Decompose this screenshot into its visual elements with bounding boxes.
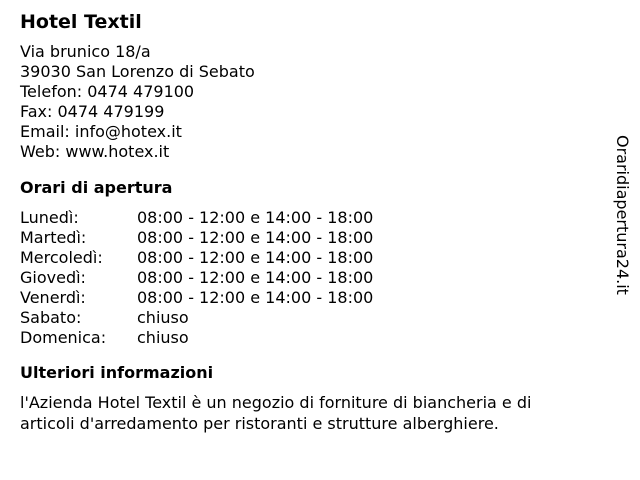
further-info-heading: Ulteriori informazioni bbox=[20, 363, 214, 382]
hours-time: 08:00 - 12:00 e 14:00 - 18:00 bbox=[137, 248, 374, 267]
hours-row-monday bbox=[20, 208, 600, 228]
opening-hours-table bbox=[20, 208, 600, 348]
hours-day: Lunedì: bbox=[20, 208, 79, 227]
hours-day: Venerdì: bbox=[20, 288, 86, 307]
email-address: Email: info@hotex.it bbox=[20, 122, 182, 141]
hours-row-friday bbox=[20, 288, 600, 308]
opening-hours-heading: Orari di apertura bbox=[20, 178, 173, 197]
hours-day: Giovedì: bbox=[20, 268, 86, 287]
hours-day: Domenica: bbox=[20, 328, 107, 347]
hours-row-sunday bbox=[20, 328, 600, 348]
hours-day: Mercoledì: bbox=[20, 248, 103, 267]
hours-time: chiuso bbox=[137, 308, 189, 327]
hours-time: 08:00 - 12:00 e 14:00 - 18:00 bbox=[137, 208, 374, 227]
website: Web: www.hotex.it bbox=[20, 142, 170, 161]
hours-day: Sabato: bbox=[20, 308, 82, 327]
contact-block bbox=[20, 42, 600, 162]
hours-day: Martedì: bbox=[20, 228, 87, 247]
address-city: 39030 San Lorenzo di Sebato bbox=[20, 62, 255, 81]
hours-time: chiuso bbox=[137, 328, 189, 347]
business-name: Hotel Textil bbox=[20, 11, 142, 33]
hours-row-wednesday bbox=[20, 248, 600, 268]
hours-time: 08:00 - 12:00 e 14:00 - 18:00 bbox=[137, 228, 374, 247]
fax-number: Fax: 0474 479199 bbox=[20, 102, 165, 121]
hours-row-saturday bbox=[20, 308, 600, 328]
phone-number: Telefon: 0474 479100 bbox=[20, 82, 195, 101]
hours-row-thursday bbox=[20, 268, 600, 288]
address-street: Via brunico 18/a bbox=[20, 42, 151, 61]
business-description: l'Azienda Hotel Textil è un negozio di forniture di biancheria e di articoli d'arredamento per ristoranti e strutture alberghiere. bbox=[20, 393, 532, 433]
brand-watermark: Oraridiapertura24.it bbox=[613, 135, 632, 295]
hours-row-tuesday bbox=[20, 228, 600, 248]
business-card bbox=[20, 8, 600, 434]
hours-time: 08:00 - 12:00 e 14:00 - 18:00 bbox=[137, 268, 374, 287]
hours-time: 08:00 - 12:00 e 14:00 - 18:00 bbox=[137, 288, 374, 307]
